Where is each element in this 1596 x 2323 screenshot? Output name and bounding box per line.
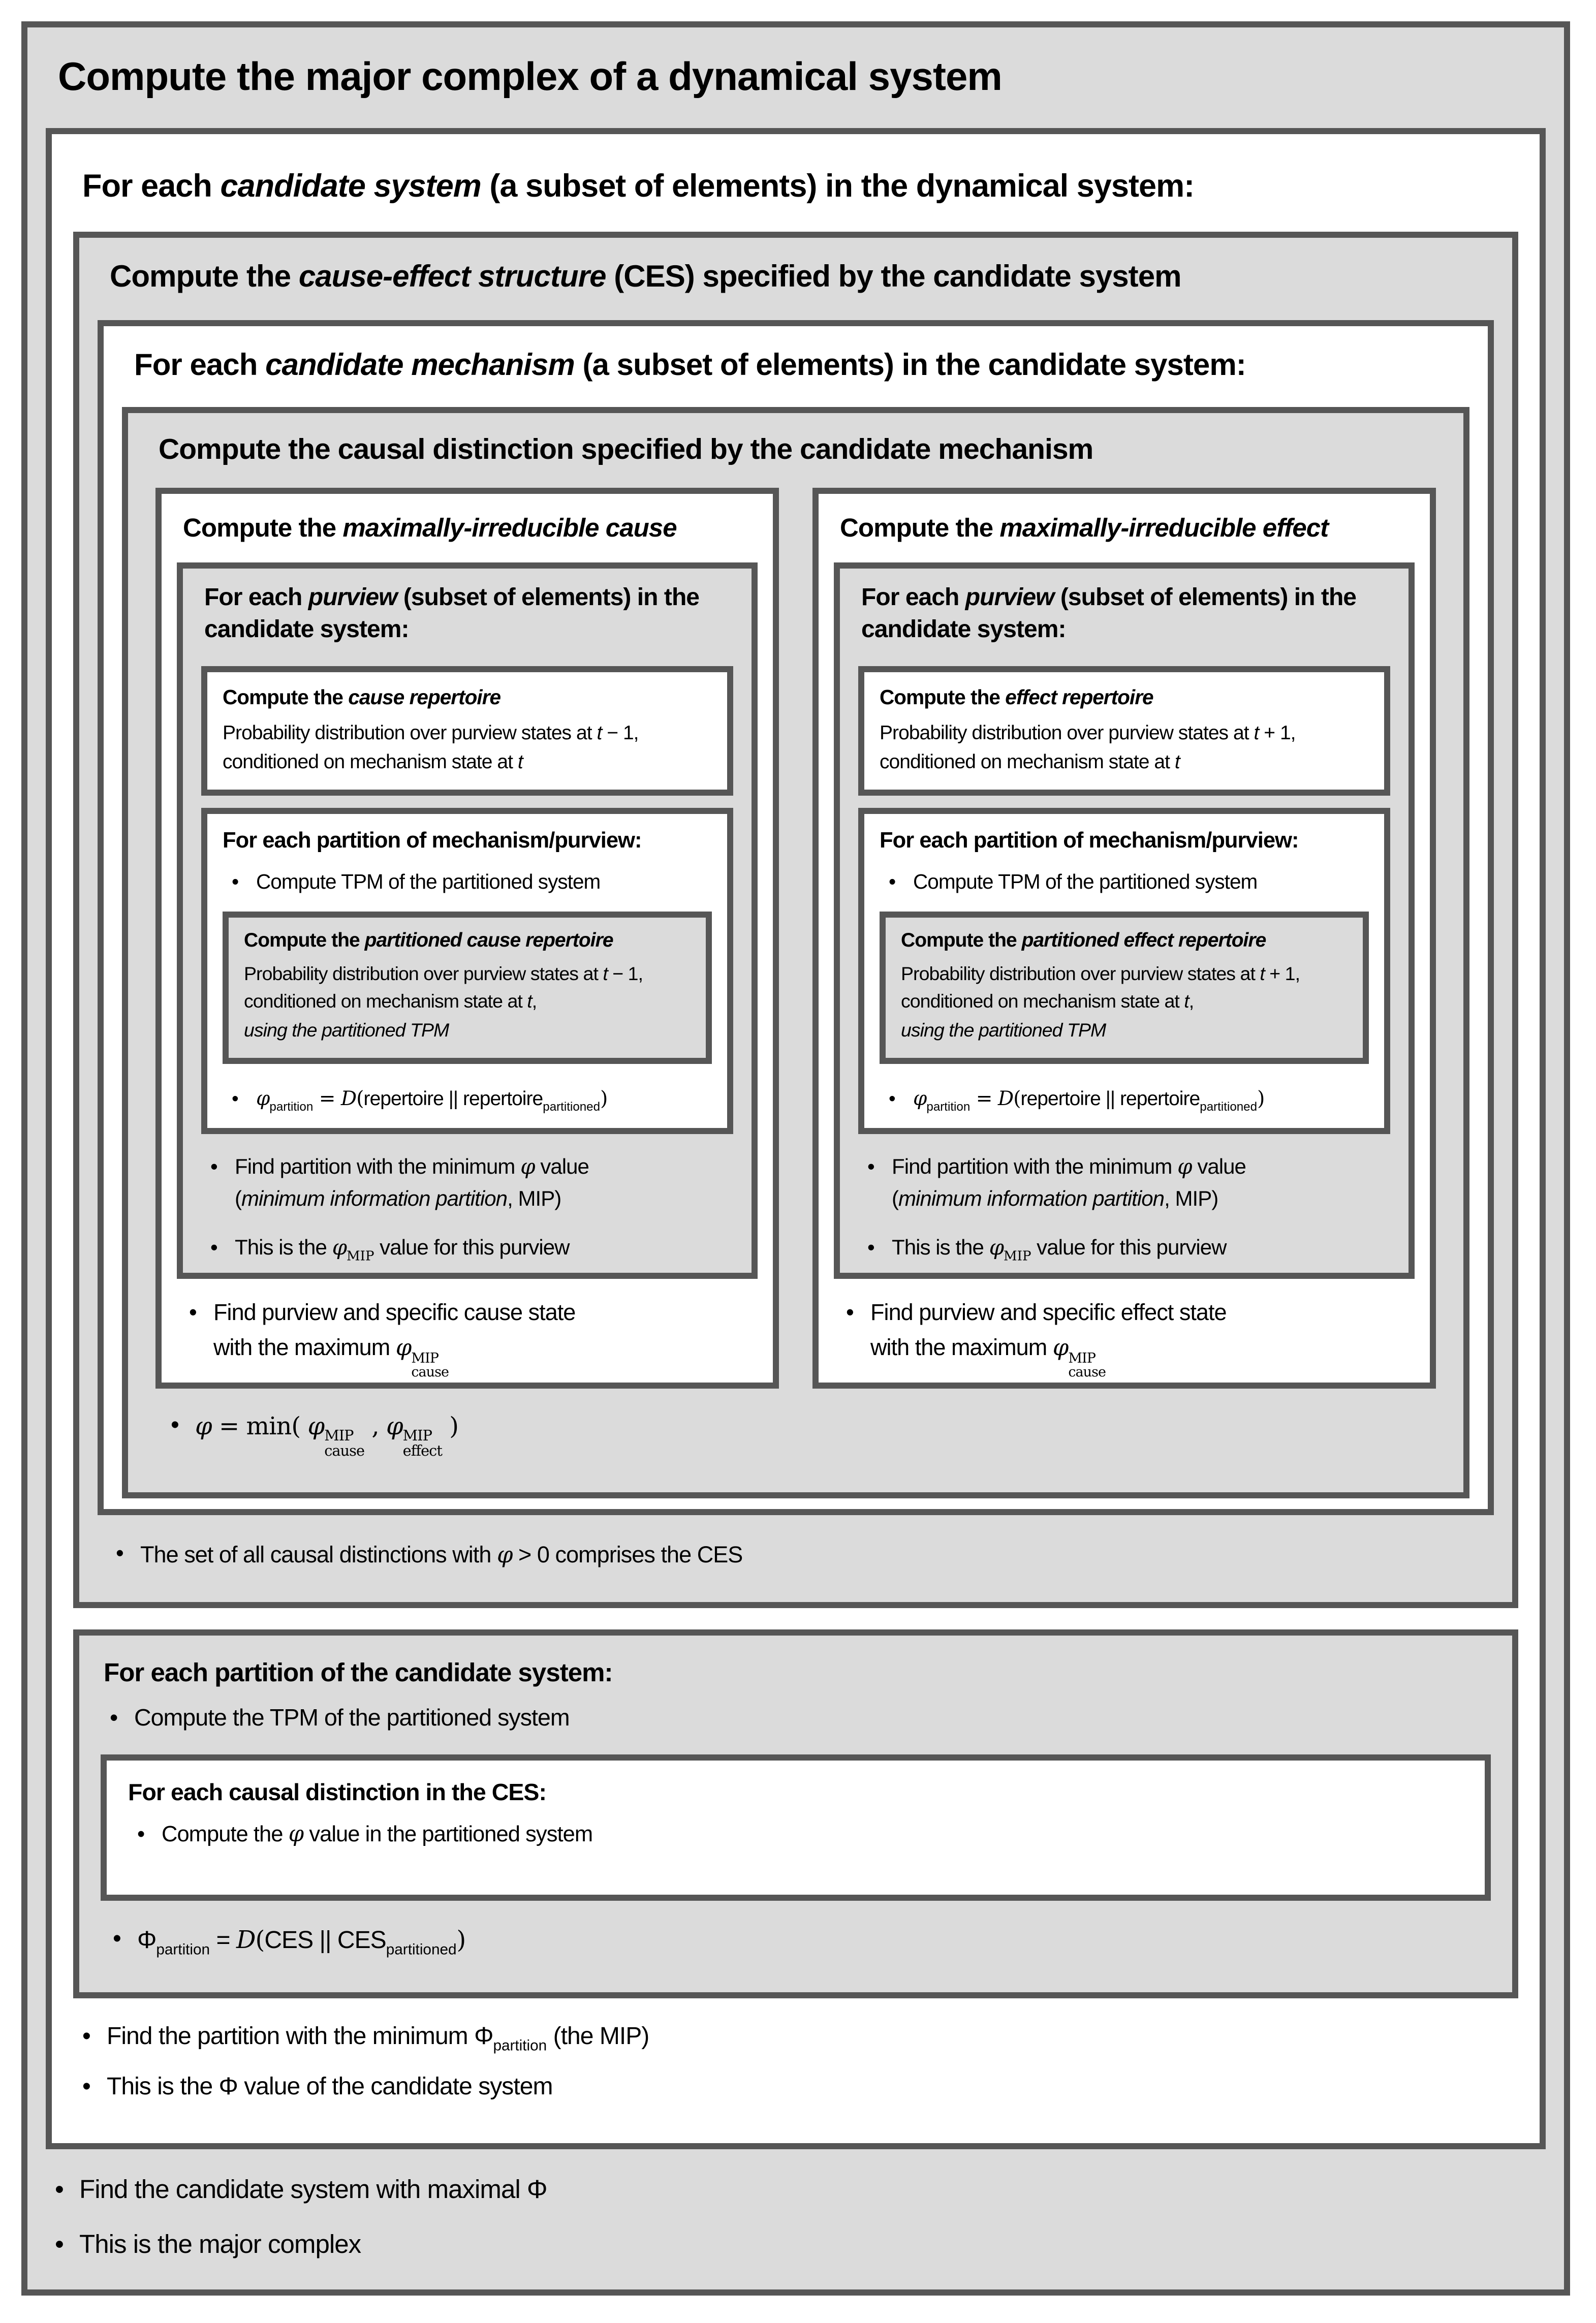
mie-title: Compute the maximally-irreducible effect bbox=[840, 513, 1329, 542]
ces-distinction-title: For each causal distinction in the CES: bbox=[128, 1780, 546, 1806]
box-major-complex bbox=[21, 21, 1570, 2296]
find-mip-bullet: • Find the partition with the minimum $\Phi_{partition}$ (the MIP) bbox=[73, 2021, 1518, 2054]
partitioned-effect-repertoire-body: Probability distribution over purview states at t + 1, conditioned on mechanism state at t, using the partitioned TPM bbox=[901, 962, 1300, 1042]
effect-repertoire-title: Compute the effect repertoire bbox=[880, 686, 1153, 710]
box-candidate-mechanism-loop bbox=[98, 320, 1494, 1515]
find-cause-state-bullet: • Find purview and specific cause state with the maximum φ MIP cause bbox=[180, 1297, 758, 1382]
causal-distinction-title: Compute the causal distinction specified by the candidate mechanism bbox=[159, 434, 1093, 466]
box-ces-distinction-loop bbox=[101, 1754, 1491, 1901]
ces-phi-bullet: • Compute the φ value in the partitioned system bbox=[128, 1822, 1463, 1852]
box-partition-loop-cause bbox=[201, 807, 733, 1135]
candidate-system-title: For each candidate system (a subset of elements) in the dynamical system: bbox=[82, 168, 1195, 204]
partition-tpm-bullet-effect: • Compute TPM of the partitioned system bbox=[880, 869, 1369, 897]
partitioned-cause-repertoire-body: Probability distribution over purview states at t − 1, conditioned on mechanism state at t, using the partitioned TPM bbox=[244, 962, 643, 1042]
box-effect-repertoire bbox=[858, 667, 1390, 795]
min-phi-bullet-effect: • Find partition with the minimum φ value (minimum information partition, MIP) bbox=[858, 1153, 1390, 1215]
cause-repertoire-title: Compute the cause repertoire bbox=[223, 686, 501, 710]
box-ces bbox=[73, 231, 1518, 1608]
candidate-mechanism-title: For each candidate mechanism (a subset of elements) in the candidate system: bbox=[134, 349, 1246, 383]
box-causal-distinction bbox=[122, 406, 1469, 1498]
phi-value-bullet: • This is the Φ value of the candidate system bbox=[73, 2072, 1518, 2105]
box-maximally-irreducible-effect bbox=[812, 487, 1436, 1388]
partitioned-cause-repertoire-title: Compute the partitioned cause repertoire bbox=[244, 927, 613, 951]
cause-repertoire-body: Probability distribution over purview states at t − 1, conditioned on mechanism state at t bbox=[223, 720, 639, 773]
box-purview-loop-cause bbox=[177, 562, 758, 1278]
partition-tpm-bullet-cause: • Compute TPM of the partitioned system bbox=[223, 869, 712, 897]
partitioned-effect-repertoire-title: Compute the partitioned effect repertoire bbox=[901, 927, 1266, 951]
box-system-partition-loop bbox=[73, 1629, 1518, 1998]
box-partitioned-cause-repertoire bbox=[223, 911, 712, 1063]
system-partition-title: For each partition of the candidate system: bbox=[104, 1658, 613, 1687]
ces-title: Compute the cause-effect structure (CES) specified by the candidate system bbox=[110, 260, 1181, 294]
box-partition-loop-effect bbox=[858, 807, 1390, 1135]
find-max-phi-bullet: • Find the candidate system with maximal Φ bbox=[46, 2173, 1546, 2208]
mic-title: Compute the maximally-irreducible cause bbox=[183, 513, 677, 542]
phi-partition-formula-cause: • $\varphi_{partition}$ = D(repertoire || repertoire$_{partitioned}$) bbox=[223, 1085, 712, 1113]
box-cause-repertoire bbox=[201, 667, 733, 795]
phi-mip-bullet-effect: • This is the $\varphi_{MIP}$ value for this purview bbox=[858, 1233, 1390, 1265]
box-candidate-system-loop bbox=[46, 128, 1546, 2149]
partition-loop-title-effect: For each partition of mechanism/purview: bbox=[880, 828, 1299, 853]
effect-repertoire-body: Probability distribution over purview states at t + 1, conditioned on mechanism state at t bbox=[880, 720, 1296, 773]
box-maximally-irreducible-cause bbox=[155, 487, 779, 1388]
cause-effect-columns bbox=[155, 487, 1436, 1388]
phi-partition-formula-effect: • $\varphi_{partition}$ = D(repertoire || repertoire$_{partitioned}$) bbox=[880, 1085, 1369, 1113]
find-effect-state-bullet: • Find purview and specific effect state with the maximum φ MIP cause bbox=[837, 1297, 1415, 1382]
box-partitioned-effect-repertoire bbox=[880, 911, 1369, 1063]
phi-mip-bullet-cause: • This is the $\varphi_{MIP}$ value for this purview bbox=[201, 1233, 733, 1265]
purview-loop-title-cause: For each purview (subset of elements) in the candidate system: bbox=[204, 585, 700, 643]
system-tpm-bullet: • Compute the TPM of the partitioned system bbox=[101, 1704, 1491, 1736]
purview-loop-title-effect: For each purview (subset of elements) in the candidate system: bbox=[861, 585, 1357, 643]
partition-loop-title-cause: For each partition of mechanism/purview: bbox=[223, 828, 642, 853]
ces-comprises-bullet: • The set of all causal distinctions with φ > 0 comprises the CES bbox=[107, 1539, 1494, 1572]
major-complex-bullet: • This is the major complex bbox=[46, 2229, 1546, 2264]
box-purview-loop-effect bbox=[834, 562, 1415, 1278]
min-phi-bullet-cause: • Find partition with the minimum φ value (minimum information partition, MIP) bbox=[201, 1153, 733, 1215]
phi-min-formula: • φ = min( φ MIP cause , φ MIP effect ) bbox=[162, 1409, 1436, 1461]
major-complex-title: Compute the major complex of a dynamical system bbox=[58, 53, 1002, 99]
big-phi-formula: • $\Phi_{partition} = D(CES$ || $CES_{partitioned}$) bbox=[104, 1924, 1491, 1958]
